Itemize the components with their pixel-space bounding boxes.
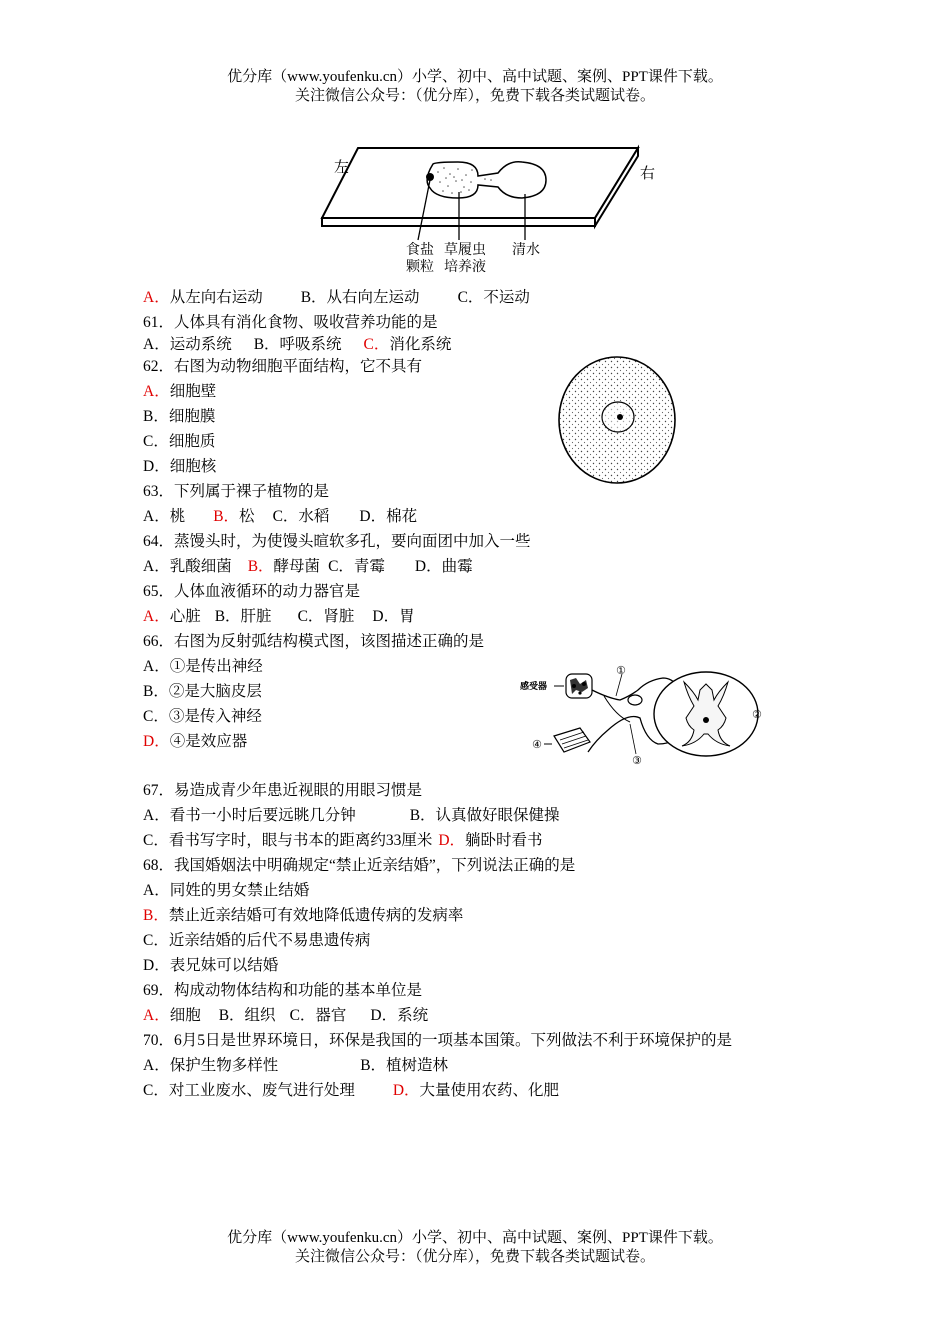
q60-options: [143, 288, 530, 308]
q70-a: A．保护生物多样性: [143, 1057, 279, 1074]
q68-b-text: 禁止近亲结婚可有效地降低遗传病的发病率: [168, 907, 464, 924]
q66-b: B．②是大脑皮层: [143, 683, 262, 700]
q69-a-text: 细胞: [169, 1007, 201, 1024]
ganglion: [628, 695, 642, 705]
label-receptor: 感受器: [520, 682, 548, 692]
q69-c: C．器官: [289, 1007, 347, 1024]
q69-stem: 69．构成动物体结构和功能的基本单位是: [143, 982, 423, 999]
q63-options: [143, 507, 417, 527]
q67-options-cd: [143, 831, 543, 851]
label-left: 左: [334, 158, 350, 176]
q64-options: [143, 557, 473, 577]
q70-options-cd: [143, 1081, 559, 1101]
label-n1: ①: [616, 664, 626, 677]
q67-options-ab: [143, 806, 560, 826]
q66-d-letter: D．: [143, 733, 170, 750]
label-right: 右: [640, 164, 656, 182]
q67-stem: 67．易造成青少年患近视眼的用眼习惯是: [143, 782, 423, 799]
salt-grain: [426, 173, 434, 181]
q67-d-text: 躺卧时看书: [465, 832, 543, 849]
label-para-2: 培养液: [444, 259, 486, 275]
q70-stem: 70．6月5日是世界环境日，环保是我国的一项基本国策。下列做法不利于环境保护的是: [143, 1032, 733, 1049]
page-footer-line1: 优分库（www.youfenku.cn）小学、初中、高中试题、案例、PPT课件下载。: [227, 1230, 723, 1246]
q64-a: A．乳酸细菌: [143, 558, 232, 575]
q61-b: B．呼吸系统: [253, 336, 342, 353]
q69-d: D．系统: [370, 1007, 429, 1024]
q64-stem: 64．蒸馒头时，为使馒头暄软多孔，要向面团中加入一些: [143, 533, 531, 550]
q63-stem: 63．下列属于裸子植物的是: [143, 483, 330, 500]
q69-b: B．组织: [218, 1007, 276, 1024]
q63-a: A．桃: [143, 508, 186, 525]
q60-a-text: 从左向右运动: [169, 289, 263, 306]
label-n3: ③: [632, 754, 642, 767]
label-water: 清水: [512, 242, 540, 258]
q61-c-letter: C．: [363, 336, 390, 353]
q70-d-text: 大量使用农药、化肥: [419, 1082, 560, 1099]
q68-d: D．表兄妹可以结婚: [143, 957, 279, 974]
q63-b-letter: B．: [213, 508, 240, 525]
q68-b-letter: B．: [143, 907, 169, 924]
q63-c: C．水稻: [272, 508, 330, 525]
q62-a: [143, 382, 216, 402]
q70-c: C．对工业废水、废气进行处理: [143, 1082, 355, 1099]
q65-d: D．胃: [372, 608, 415, 625]
q67-b: B．认真做好眼保健操: [409, 807, 560, 824]
q60-c: C．不运动: [457, 289, 530, 306]
q65-b: B．肝脏: [214, 608, 272, 625]
q70-d-letter: D．: [392, 1082, 420, 1099]
q66-stem: 66．右图为反射弧结构模式图，该图描述正确的是: [143, 633, 485, 650]
q67-d-letter: D．: [438, 832, 466, 849]
q64-c: C．青霉: [328, 558, 385, 575]
q67-a: A．看书一小时后要远眺几分钟: [143, 807, 356, 824]
label-para-1: 草履虫: [444, 242, 486, 258]
q61-options: [143, 335, 451, 355]
q66-c: C．③是传入神经: [143, 708, 262, 725]
q70-b: B．植树造林: [360, 1057, 449, 1074]
q65-c: C．肾脏: [297, 608, 355, 625]
label-salt-2: 颗粒: [406, 259, 434, 275]
q62-b: B．细胞膜: [143, 408, 216, 425]
q60-a-letter: A．: [143, 289, 170, 306]
cell-nucleolus: [617, 414, 623, 420]
q68-b: [143, 906, 463, 926]
q68-c: C．近亲结婚的后代不易患遗传病: [143, 932, 371, 949]
q65-stem: 65．人体血液循环的动力器官是: [143, 583, 361, 600]
effector-muscle: [554, 728, 590, 752]
q65-a-letter: A．: [143, 608, 170, 625]
animal-cell-figure: [556, 354, 678, 486]
q66-d: [143, 732, 247, 752]
page-footer-line2: 关注微信公众号：（优分库），免费下载各类试题试卷。: [294, 1249, 655, 1265]
q64-d: D．曲霉: [414, 558, 473, 575]
q63-b-text: 松: [239, 508, 255, 525]
q66-d-text: ④是效应器: [169, 733, 248, 750]
q69-options: [143, 1006, 428, 1026]
q61-stem: 61．人体具有消化食物、吸收营养功能的是: [143, 314, 438, 331]
q62-d: D．细胞核: [143, 458, 217, 475]
receptor-tissue: [566, 674, 592, 698]
q62-stem: 62．右图为动物细胞平面结构，它不具有: [143, 358, 423, 375]
page-header-line1: 优分库（www.youfenku.cn）小学、初中、高中试题、案例、PPT课件下载。: [227, 69, 723, 85]
q68-a: A．同姓的男女禁止结婚: [143, 882, 310, 899]
q62-a-text: 细胞壁: [169, 383, 217, 400]
q68-stem: 68．我国婚姻法中明确规定“禁止近亲结婚”，下列说法正确的是: [143, 857, 576, 874]
page-header-line2: 关注微信公众号：（优分库），免费下载各类试题试卷。: [294, 88, 655, 104]
label-salt-1: 食盐: [406, 242, 434, 258]
q61-a: A．运动系统: [143, 336, 232, 353]
q60-b: B．从右向左运动: [300, 289, 420, 306]
q61-c-text: 消化系统: [389, 336, 452, 353]
q66-a: A．①是传出神经: [143, 658, 263, 675]
q62-c: C．细胞质: [143, 433, 216, 450]
spinal-cord: [654, 672, 758, 756]
q64-b-letter: B．: [247, 558, 274, 575]
q65-a-text: 心脏: [169, 608, 201, 625]
q67-c: C．看书写字时，眼与书本的距离约33厘米: [143, 832, 433, 849]
q69-a-letter: A．: [143, 1007, 170, 1024]
q64-b-text: 酵母菌: [273, 558, 321, 575]
q65-options: [143, 607, 415, 627]
label-n2: ②: [752, 708, 762, 721]
label-n4: ④: [532, 738, 542, 751]
q62-a-letter: A．: [143, 383, 170, 400]
reflex-arc-figure: [518, 660, 780, 768]
q63-d: D．棉花: [359, 508, 418, 525]
slide-experiment-figure: [318, 140, 656, 275]
q70-options-ab: [143, 1056, 448, 1076]
